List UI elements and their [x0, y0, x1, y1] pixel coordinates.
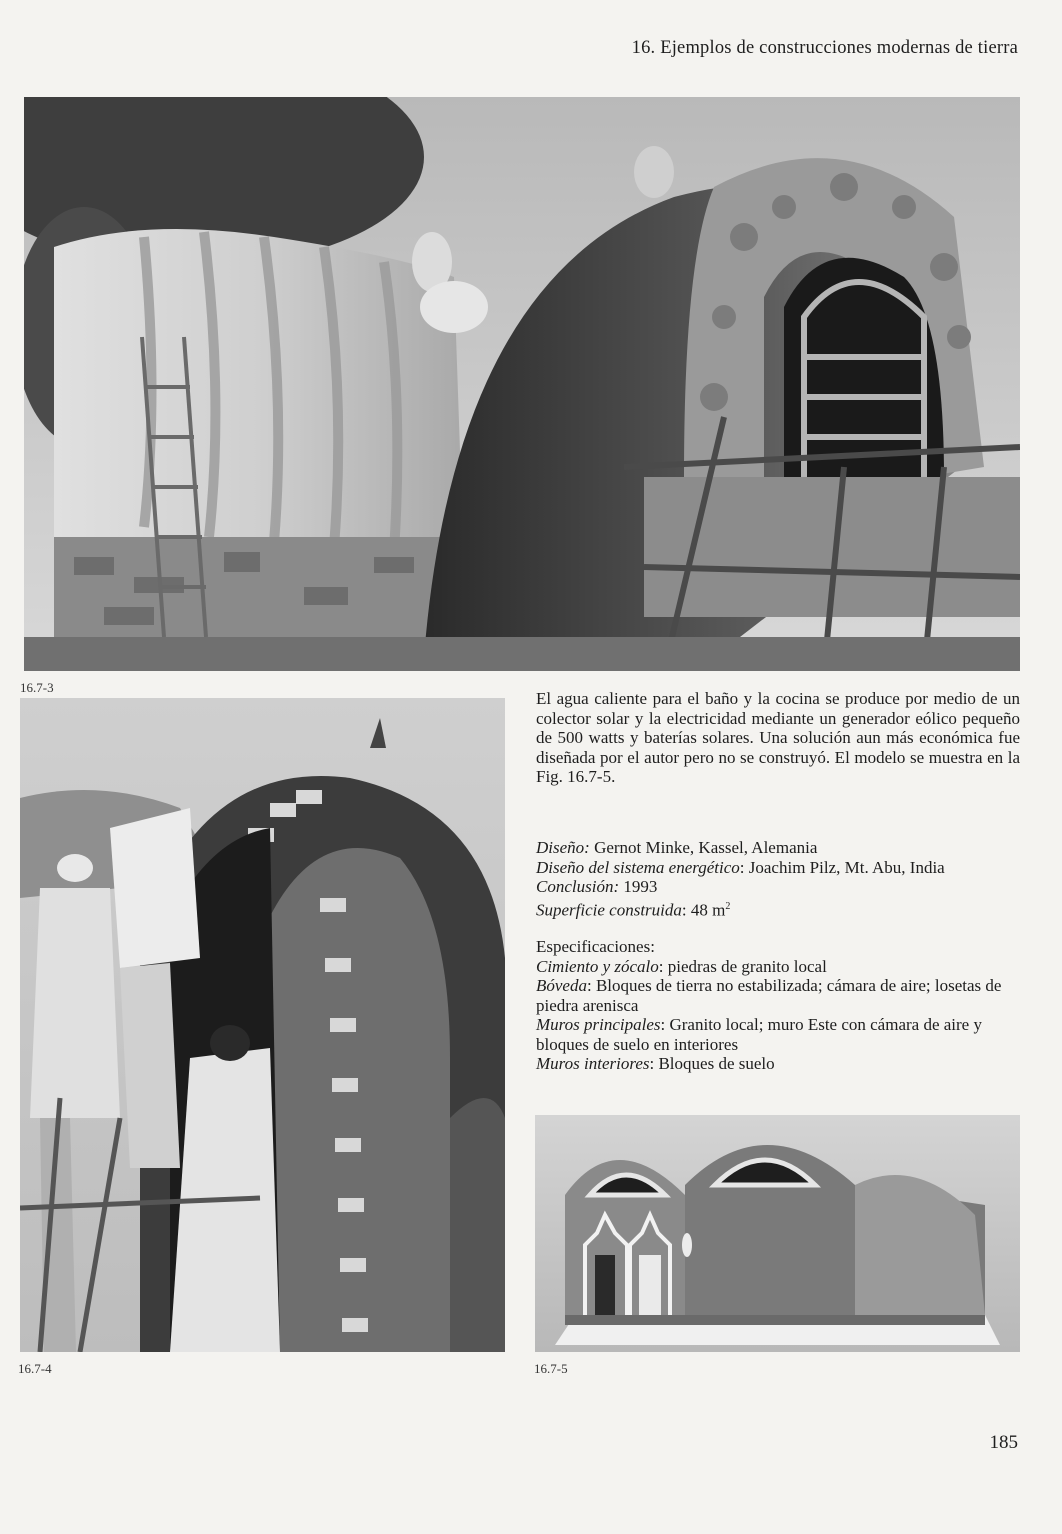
- conclusion-value: 1993: [619, 877, 658, 896]
- figure-caption-16-7-5: 16.7-5: [534, 1361, 568, 1376]
- built-area-value: : 48 m: [681, 900, 726, 920]
- energy-design-value: : Joachim Pilz, Mt. Abu, India: [739, 857, 945, 877]
- conclusion-label: Conclusión:: [536, 877, 620, 896]
- body-paragraph: El agua caliente para el baño y la cocina se produce por medio de un colector solar y la electricidad mediante un generador eólico pequeño de 500 watts y baterías solares. Una solución aun más económica fue diseñada por el autor pero no se construyó. El modelo se muestra en la Fig. 16.7-5.: [536, 689, 1020, 786]
- project-credits: [536, 838, 1026, 920]
- specifications: [536, 937, 1026, 1074]
- built-area-label: Superficie construida: [536, 900, 682, 920]
- energy-design-label: Diseño del sistema energético: [536, 857, 740, 877]
- specs-heading: Especificaciones:: [536, 937, 655, 956]
- figure-caption-16-7-4: 16.7-4: [18, 1361, 52, 1376]
- photo-vault-construction: [24, 97, 1020, 671]
- built-area-superscript: 2: [725, 900, 731, 912]
- figure-caption-16-7-3: 16.7-3: [20, 680, 54, 695]
- inner-walls-value: : Bloques de suelo: [649, 1054, 775, 1073]
- inner-walls-label: Muros interiores: [536, 1054, 650, 1073]
- chapter-header: 16. Ejemplos de construcciones modernas de tierra: [631, 38, 1018, 58]
- page-number: 185: [989, 1432, 1018, 1453]
- photo-house-model: [535, 1115, 1020, 1352]
- design-label: Diseño:: [536, 838, 590, 857]
- design-value: Gernot Minke, Kassel, Alemania: [589, 838, 818, 857]
- vault-value: : Bloques de tierra no estabilizada; cámara de aire; losetas de piedra arenisca: [536, 976, 1002, 1015]
- main-walls-value: : Granito local; muro Este con cámara de aire y bloques de suelo en interiores: [536, 1015, 982, 1054]
- photo-arch-builders: [20, 698, 505, 1352]
- main-walls-label: Muros principales: [536, 1015, 661, 1034]
- foundation-label: Cimiento y zócalo: [536, 956, 659, 976]
- vault-label: Bóveda: [536, 976, 587, 995]
- foundation-value: : piedras de granito local: [658, 956, 827, 976]
